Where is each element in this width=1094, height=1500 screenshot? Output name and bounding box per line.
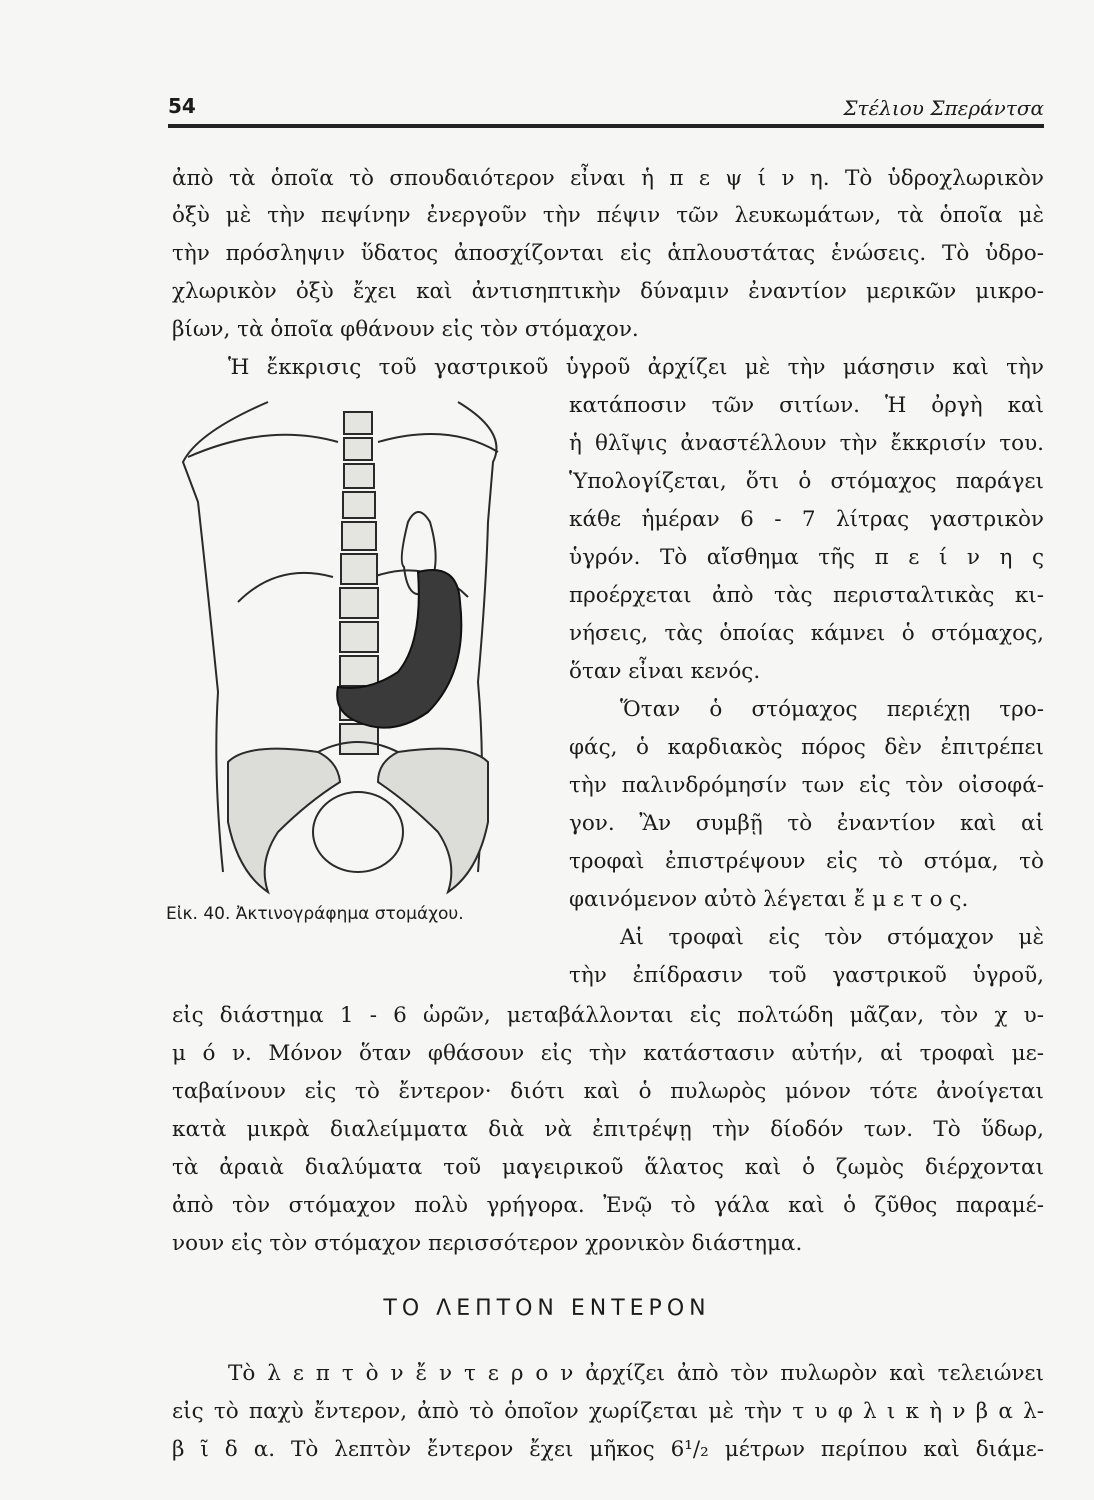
text-line: γον. Ἂν συμβῇ τὸ ἐναντίον καὶ αἱ xyxy=(569,811,1044,836)
text-line: βίων, τὰ ὁποῖα φθάνουν εἰς τὸν στόμαχον. xyxy=(172,317,639,342)
text-line: κάθε ἡμέραν 6 - 7 λίτρας γαστρικὸν xyxy=(569,507,1044,532)
text-line: ὀξὺ μὲ τὴν πεψίνην ἐνεργοῦν τὴν πέψιν τῶν λευκωμάτων, τὰ ὁποῖα μὲ xyxy=(172,203,1044,228)
text-line: τὴν πρόσληψιν ὕδατος ἀποσχίζονται εἰς ἁπλουστάτας ἑνώσεις. Τὸ ὑδρο- xyxy=(172,241,1044,266)
text-line: τὴν ἐπίδρασιν τοῦ γαστρικοῦ ὑγροῦ, xyxy=(569,963,1044,988)
text-line: ἀπὸ τὸν στόμαχον πολὺ γρήγορα. Ἐνῷ τὸ γάλα καὶ ὁ ζῦθος παραμέ- xyxy=(172,1193,1044,1218)
text-line: ἡ θλῖψις ἀναστέλλουν τὴν ἔκκρισίν του. xyxy=(569,431,1044,456)
text-line: ταβαίνουν εἰς τὸ ἔντερον· διότι καὶ ὁ πυλωρὸς μόνον τότε ἀνοίγεται xyxy=(172,1079,1044,1104)
page-number: 54 xyxy=(168,94,196,118)
page-header xyxy=(168,94,1044,128)
text-line: κατάποσιν τῶν σιτίων. Ἡ ὀργὴ καὶ xyxy=(569,393,1044,418)
text-line: ὑγρόν. Τὸ αἴσθημα τῆς π ε ί ν η ς xyxy=(569,545,1044,570)
text-line: φάς, ὁ καρδιακὸς πόρος δὲν ἐπιτρέπει xyxy=(569,735,1044,760)
text-line: νήσεις, τὰς ὁποίας κάμνει ὁ στόμαχος, xyxy=(569,621,1044,646)
text-line: Ἡ ἔκκρισις τοῦ γαστρικοῦ ὑγροῦ ἀρχίζει μὲ τὴν μάσησιν καὶ τὴν xyxy=(228,355,1044,380)
running-head: Στέλιου Σπεράντσα xyxy=(843,96,1044,120)
text-line: κατὰ μικρὰ διαλείμματα διὰ νὰ ἐπιτρέψῃ τὴν δίοδόν των. Τὸ ὕδωρ, xyxy=(172,1117,1044,1142)
text-line: ὅταν εἶναι κενός. xyxy=(569,659,761,684)
text-line: ἀπὸ τὰ ὁποῖα τὸ σπουδαιότερον εἶναι ἡ π ε ψ ί ν η. Τὸ ὑδροχλωρικὸν xyxy=(172,166,1044,191)
text-line: Τὸ λ ε π τ ὸ ν ἔ ν τ ε ρ ο ν ἀρχίζει ἀπὸ τὸν πυλωρὸν καὶ τελειώνει xyxy=(228,1361,1044,1386)
xray-figure xyxy=(168,392,554,904)
text-line: μ ό ν. Μόνον ὅταν φθάσουν εἰς τὴν κατάστασιν αὐτήν, αἱ τροφαὶ με- xyxy=(172,1041,1044,1066)
text-line: Ὑπολογίζεται, ὅτι ὁ στόμαχος παράγει xyxy=(569,469,1044,494)
text-line: Ὅταν ὁ στόμαχος περιέχῃ τρο- xyxy=(620,697,1044,722)
xray-illustration xyxy=(168,392,554,904)
text-line: τροφαὶ ἐπιστρέψουν εἰς τὸ στόμα, τὸ xyxy=(569,849,1044,874)
text-line: εἰς τὸ παχὺ ἔντερον, ἀπὸ τὸ ὁποῖον χωρίζεται μὲ τὴν τ υ φ λ ι κ ὴ ν β α λ- xyxy=(172,1399,1044,1424)
text-line: τὴν παλινδρόμησίν των εἰς τὸν οἰσοφά- xyxy=(569,773,1044,798)
text-line: β ῖ δ α. Τὸ λεπτὸν ἔντερον ἔχει μῆκος 6¹/₂ μέτρων περίπου καὶ διάμε- xyxy=(172,1437,1044,1462)
text-line: εἰς διάστημα 1 - 6 ὡρῶν, μεταβάλλονται εἰς πολτώδη μᾶζαν, τὸν χ υ- xyxy=(172,1003,1044,1028)
text-line: τὰ ἀραιὰ διαλύματα τοῦ μαγειρικοῦ ἅλατος καὶ ὁ ζωμὸς διέρχονται xyxy=(172,1155,1044,1180)
section-title: ΤΟ ΛΕΠΤΟΝ ΕΝΤΕΡΟΝ xyxy=(383,1296,711,1321)
text-line: φαινόμενον αὐτὸ λέγεται ἔ μ ε τ ο ς. xyxy=(569,887,969,912)
text-line: χλωρικὸν ὀξὺ ἔχει καὶ ἀντισηπτικὴν δύναμιν ἐναντίον μερικῶν μικρο- xyxy=(172,279,1044,304)
text-line: προέρχεται ἀπὸ τὰς περισταλτικὰς κι- xyxy=(569,583,1044,608)
text-line: νουν εἰς τὸν στόμαχον περισσότερον χρονικὸν διάστημα. xyxy=(172,1231,803,1256)
text-line: Αἱ τροφαὶ εἰς τὸν στόμαχον μὲ xyxy=(620,925,1044,950)
figure-caption: Εἰκ. 40. Ἀκτινογράφημα στομάχου. xyxy=(166,904,464,924)
